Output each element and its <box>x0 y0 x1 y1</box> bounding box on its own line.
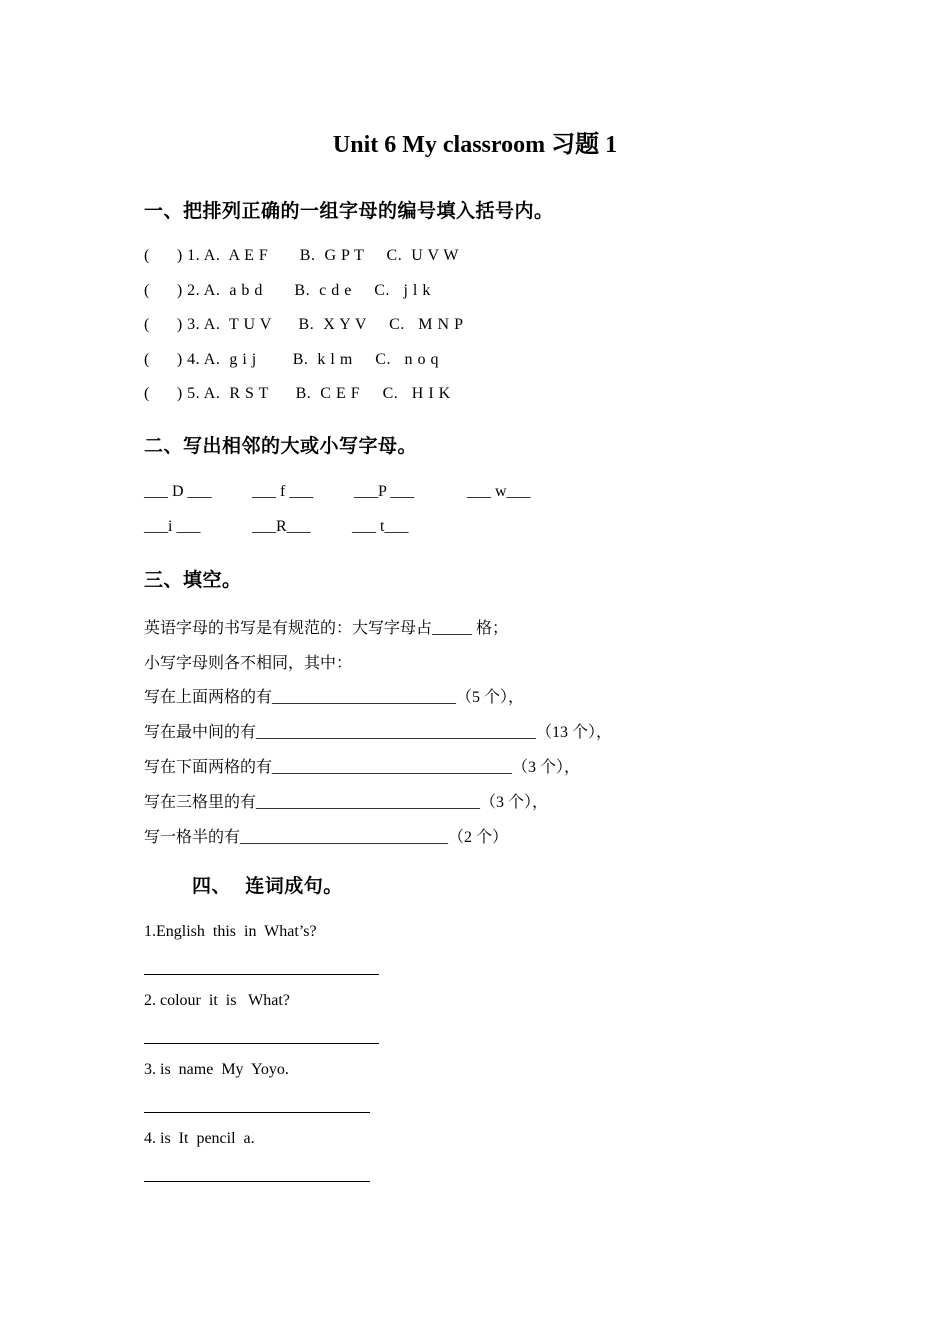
answer-line-2 <box>144 1043 379 1044</box>
section1-heading: 一、把排列正确的一组字母的编号填入括号内。 <box>144 200 554 222</box>
page-title: Unit 6 My classroom 习题 1 <box>332 132 618 158</box>
answer-line-1 <box>144 974 379 975</box>
fill-line-4: 写在最中间的有___________________________________（13 个）， <box>144 724 613 741</box>
fill-line-5: 写在下面两格的有______________________________（3 个）， <box>144 759 581 776</box>
answer-line-4 <box>144 1181 370 1182</box>
section3-heading: 三、填空。 <box>144 569 242 591</box>
letter-blank-D: ___ D ___ <box>144 483 212 500</box>
letter-blank-R: ___R___ <box>252 518 311 535</box>
section4-heading: 四、 连词成句。 <box>192 875 343 897</box>
section1-item-2: ( ) 2. A. a b d B. c d e C. j l k <box>144 282 431 299</box>
section1-item-5: ( ) 5. A. R S T B. C E F C. H I K <box>144 385 451 402</box>
section2-heading: 二、写出相邻的大或小写字母。 <box>144 435 418 457</box>
fill-line-3: 写在上面两格的有_______________________（5 个）， <box>144 689 525 706</box>
fill-line-6: 写在三格里的有____________________________（3 个）， <box>144 794 549 811</box>
letter-blank-f: ___ f ___ <box>252 483 314 500</box>
answer-line-3 <box>144 1112 370 1113</box>
question-1: 1.English this in What’s? <box>144 923 317 940</box>
fill-line-1: 英语字母的书写是有规范的：大写字母占_____ 格； <box>144 620 509 637</box>
letter-blank-t: ___ t___ <box>352 518 409 535</box>
section1-item-1: ( ) 1. A. A E F B. G P T C. U V W <box>144 247 460 264</box>
section1-item-3: ( ) 3. A. T U V B. X Y V C. M N P <box>144 316 464 333</box>
fill-line-7: 写一格半的有__________________________（2 个） <box>144 829 509 846</box>
letter-blank-w: ___ w___ <box>467 483 531 500</box>
question-2: 2. colour it is What? <box>144 992 290 1009</box>
question-3: 3. is name My Yoyo. <box>144 1061 289 1078</box>
letter-blank-P: ___P ___ <box>354 483 415 500</box>
fill-line-2: 小写字母则各不相同，其中： <box>144 655 353 672</box>
letter-blank-i: ___i ___ <box>144 518 201 535</box>
question-4: 4. is It pencil a. <box>144 1130 255 1147</box>
section1-item-4: ( ) 4. A. g i j B. k l m C. n o q <box>144 351 439 368</box>
